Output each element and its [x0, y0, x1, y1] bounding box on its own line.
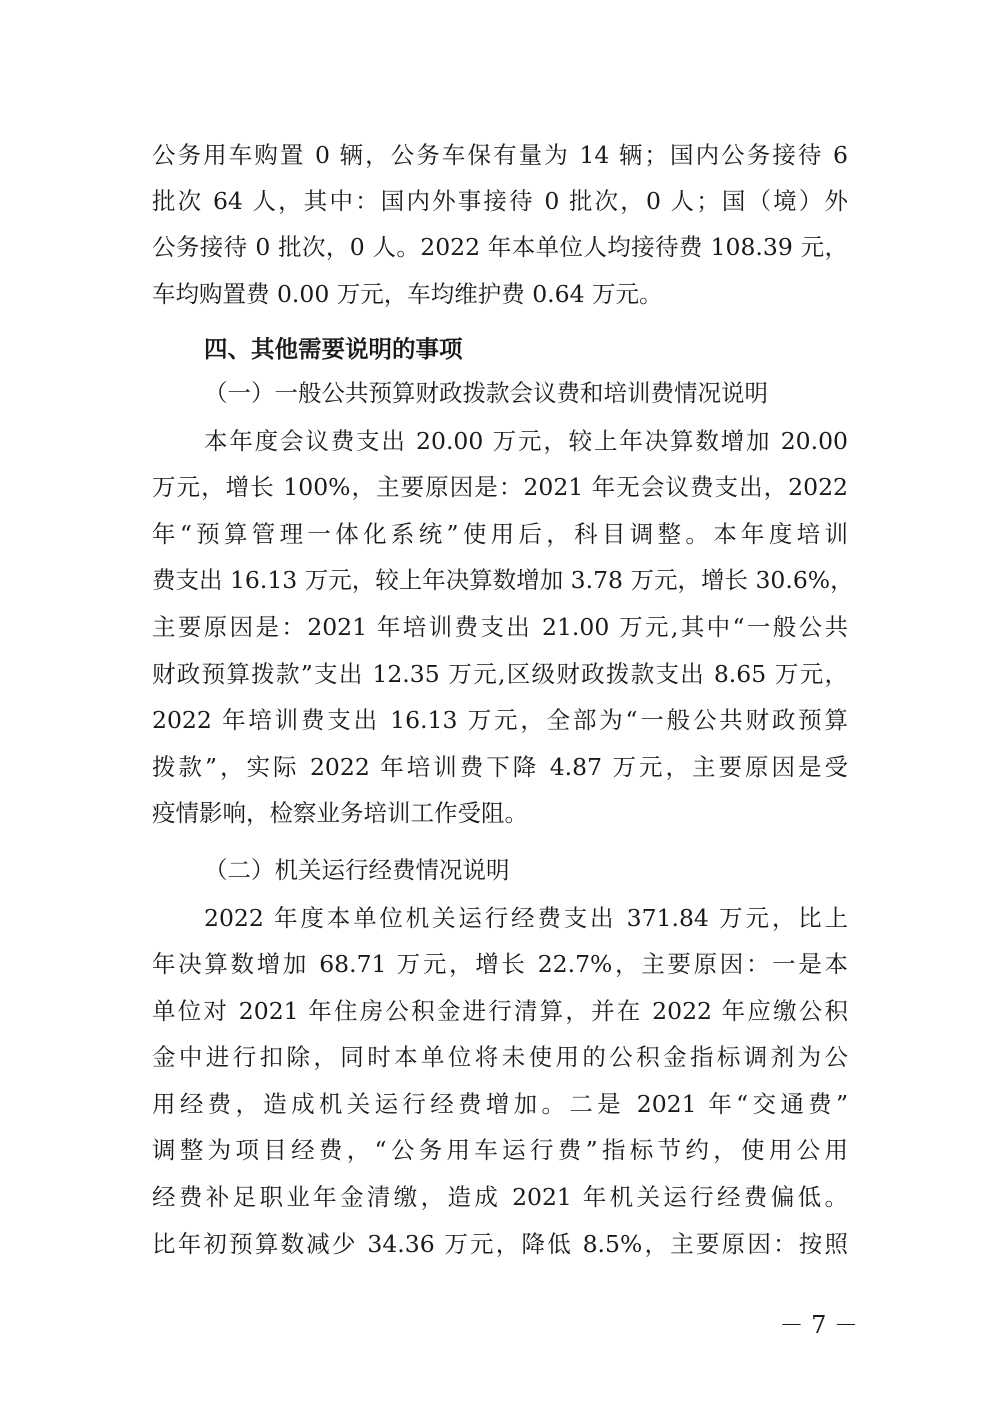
paragraph-line: 批次 64 人，其中：国内外事接待 0 批次，0 人；国（境）外 — [152, 187, 848, 215]
paragraph-line: 2022 年培训费支出 16.13 万元，全部为“一般公共财政预算 — [152, 706, 848, 734]
paragraph-line: 经费补足职业年金清缴，造成 2021 年机关运行经费偏低。 — [152, 1183, 848, 1211]
paragraph-line: 万元，增长 100%，主要原因是：2021 年无会议费支出，2022 — [152, 473, 848, 501]
paragraph-line: 费支出 16.13 万元，较上年决算数增加 3.78 万元，增长 30.6%， — [152, 566, 854, 594]
paragraph-line: 比年初预算数减少 34.36 万元，降低 8.5%，主要原因：按照 — [152, 1230, 848, 1258]
paragraph-line: 公务用车购置 0 辆，公务车保有量为 14 辆；国内公务接待 6 — [152, 141, 848, 169]
page-number: － 7 － — [779, 1311, 858, 1339]
subsection-heading: （一）一般公共预算财政拨款会议费和培训费情况说明 — [204, 379, 768, 407]
paragraph-line: 主要原因是：2021 年培训费支出 21.00 万元,其中“一般公共 — [152, 613, 848, 641]
paragraph-line: 疫情影响，检察业务培训工作受阻。 — [152, 799, 528, 827]
paragraph-line: 金中进行扣除，同时本单位将未使用的公积金指标调剂为公 — [152, 1043, 848, 1071]
paragraph-line: 年“预算管理一体化系统”使用后，科目调整。本年度培训 — [152, 520, 848, 548]
paragraph-line: 单位对 2021 年住房公积金进行清算，并在 2022 年应缴公积 — [152, 997, 848, 1025]
paragraph-line: 财政预算拨款”支出 12.35 万元,区级财政拨款支出 8.65 万元， — [152, 660, 848, 688]
paragraph-line: 调整为项目经费，“公务用车运行费”指标节约，使用公用 — [152, 1136, 848, 1164]
subsection-heading: （二）机关运行经费情况说明 — [204, 856, 510, 884]
paragraph-line: 公务接待 0 批次，0 人。2022 年本单位人均接待费 108.39 元， — [152, 233, 848, 261]
paragraph-line: 2022 年度本单位机关运行经费支出 371.84 万元，比上 — [204, 904, 848, 932]
paragraph-line: 车均购置费 0.00 万元，车均维护费 0.64 万元。 — [152, 280, 663, 308]
section-heading: 四、其他需要说明的事项 — [204, 335, 463, 363]
paragraph-line: 本年度会议费支出 20.00 万元，较上年决算数增加 20.00 — [204, 427, 848, 455]
paragraph-line: 年决算数增加 68.71 万元，增长 22.7%，主要原因：一是本 — [152, 950, 848, 978]
paragraph-line: 拨款”，实际 2022 年培训费下降 4.87 万元，主要原因是受 — [152, 753, 848, 781]
paragraph-line: 用经费，造成机关运行经费增加。二是 2021 年“交通费” — [152, 1090, 848, 1118]
